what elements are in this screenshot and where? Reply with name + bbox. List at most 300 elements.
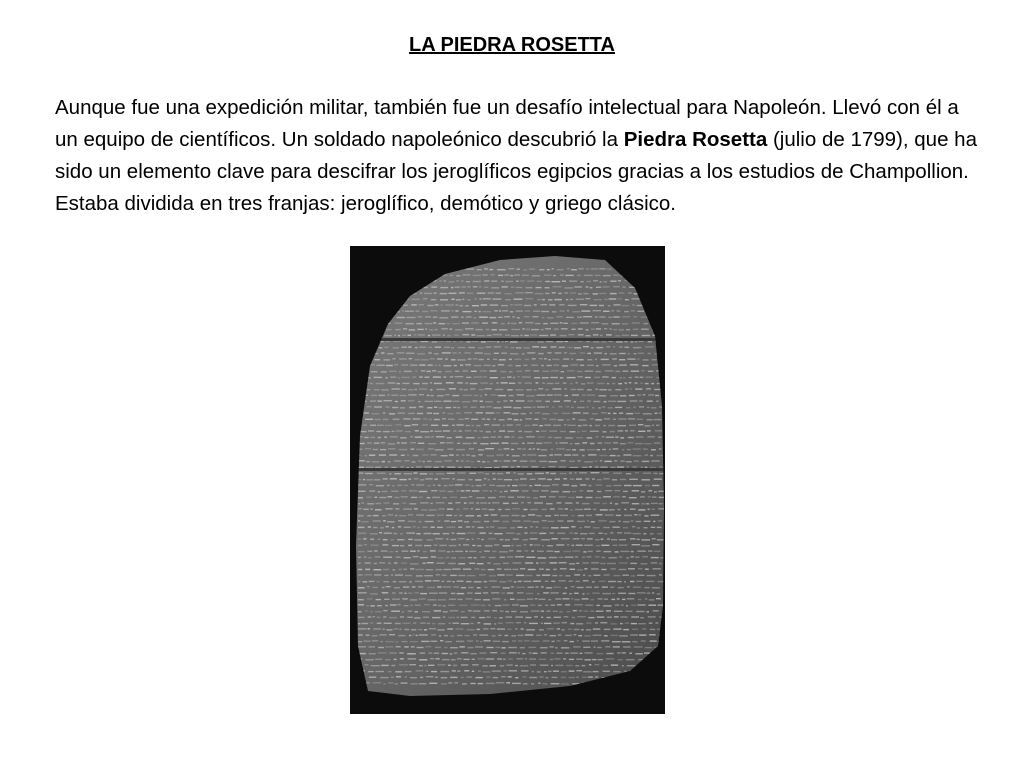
inscription-glyph — [428, 335, 430, 336]
inscription-glyph — [574, 533, 577, 534]
inscription-glyph — [569, 353, 576, 354]
inscription-glyph — [590, 443, 595, 444]
inscription-glyph — [630, 364, 638, 365]
inscription-glyph — [608, 317, 612, 318]
inscription-glyph — [375, 671, 384, 672]
inscription-glyph — [476, 640, 478, 641]
inscription-glyph — [630, 634, 638, 635]
inscription-glyph — [457, 617, 459, 618]
inscription-glyph — [550, 323, 558, 324]
inscription-glyph — [529, 677, 537, 678]
inscription-glyph — [642, 365, 648, 366]
inscription-glyph — [445, 394, 450, 395]
inscription-glyph — [564, 616, 569, 617]
inscription-glyph — [520, 647, 525, 648]
inscription-glyph — [608, 305, 611, 306]
inscription-glyph — [510, 353, 519, 354]
inscription-glyph — [645, 485, 650, 486]
inscription-glyph — [453, 586, 459, 587]
inscription-glyph — [522, 653, 525, 654]
inscription-glyph — [450, 677, 457, 678]
inscription-glyph — [587, 365, 594, 366]
inscription-glyph — [389, 652, 397, 653]
inscription-glyph — [398, 412, 405, 413]
inscription-glyph — [420, 502, 428, 503]
inscription-glyph — [601, 341, 606, 342]
inscription-glyph — [632, 629, 638, 630]
inscription-glyph — [424, 293, 432, 294]
inscription-glyph — [543, 592, 549, 593]
inscription-glyph — [592, 581, 595, 582]
inscription-glyph — [560, 515, 568, 516]
inscription-glyph — [417, 550, 419, 551]
inscription-glyph — [476, 497, 485, 498]
inscription-glyph — [410, 563, 419, 564]
inscription-glyph — [593, 635, 602, 636]
inscription-glyph — [394, 587, 400, 588]
inscription-glyph — [504, 412, 511, 413]
inscription-glyph — [596, 365, 599, 366]
inscription-glyph — [422, 611, 430, 612]
inscription-glyph — [468, 610, 472, 611]
inscription-glyph — [584, 635, 590, 636]
inscription-glyph — [560, 473, 567, 474]
inscription-glyph — [548, 599, 551, 600]
inscription-glyph — [650, 467, 656, 468]
inscription-glyph — [526, 389, 532, 390]
inscription-glyph — [365, 455, 367, 456]
inscription-glyph — [655, 622, 658, 623]
inscription-glyph — [628, 568, 635, 569]
inscription-glyph — [384, 335, 392, 336]
inscription-glyph — [475, 509, 479, 510]
inscription-glyph — [429, 509, 437, 510]
inscription-glyph — [383, 419, 389, 420]
inscription-glyph — [607, 563, 616, 564]
inscription-glyph — [450, 575, 457, 576]
inscription-glyph — [373, 569, 381, 570]
inscription-glyph — [586, 406, 589, 407]
inscription-glyph — [490, 652, 497, 653]
inscription-glyph — [580, 365, 584, 366]
inscription-glyph — [569, 677, 576, 678]
inscription-glyph — [604, 533, 607, 534]
inscription-glyph — [404, 605, 409, 606]
inscription-glyph — [514, 419, 519, 420]
inscription-glyph — [452, 352, 456, 353]
inscription-glyph — [579, 527, 582, 528]
inscription-glyph — [471, 371, 477, 372]
inscription-glyph — [644, 425, 650, 426]
inscription-glyph — [517, 533, 521, 534]
inscription-glyph — [401, 389, 406, 390]
inscription-glyph — [587, 490, 593, 491]
inscription-glyph — [545, 293, 549, 294]
inscription-glyph — [647, 593, 651, 594]
inscription-glyph — [478, 527, 484, 528]
inscription-glyph — [426, 515, 434, 516]
inscription-glyph — [447, 628, 453, 629]
inscription-glyph — [543, 683, 548, 684]
inscription-glyph — [570, 641, 575, 642]
inscription-glyph — [504, 599, 506, 600]
inscription-glyph — [457, 658, 462, 659]
inscription-glyph — [455, 329, 463, 330]
inscription-glyph — [425, 328, 427, 329]
inscription-glyph — [367, 479, 373, 480]
inscription-glyph — [525, 382, 532, 383]
inscription-glyph — [557, 533, 565, 534]
inscription-glyph — [358, 592, 367, 593]
inscription-glyph — [525, 292, 533, 293]
inscription-glyph — [591, 562, 599, 563]
inscription-glyph — [602, 436, 605, 437]
inscription-glyph — [386, 526, 389, 527]
inscription-glyph — [417, 413, 423, 414]
inscription-glyph — [612, 593, 615, 594]
inscription-glyph — [595, 497, 601, 498]
inscription-glyph — [420, 431, 429, 432]
inscription-glyph — [563, 383, 567, 384]
inscription-glyph — [444, 280, 446, 281]
inscription-glyph — [587, 593, 590, 594]
inscription-glyph — [419, 376, 423, 377]
inscription-glyph — [565, 575, 570, 576]
inscription-glyph — [557, 520, 563, 521]
inscription-glyph — [632, 322, 640, 323]
inscription-glyph — [451, 316, 458, 317]
inscription-glyph — [572, 449, 576, 450]
inscription-glyph — [612, 310, 615, 311]
inscription-glyph — [454, 365, 457, 366]
inscription-glyph — [625, 430, 628, 431]
inscription-glyph — [399, 515, 407, 516]
inscription-glyph — [473, 557, 476, 558]
inscription-glyph — [535, 473, 544, 474]
inscription-glyph — [591, 328, 595, 329]
inscription-glyph — [456, 424, 463, 425]
inscription-glyph — [526, 395, 535, 396]
inscription-glyph — [377, 623, 382, 624]
inscription-glyph — [508, 323, 510, 324]
inscription-glyph — [414, 617, 421, 618]
inscription-glyph — [633, 455, 641, 456]
inscription-glyph — [570, 569, 576, 570]
inscription-glyph — [524, 316, 530, 317]
inscription-glyph — [422, 424, 428, 425]
inscription-glyph — [534, 377, 540, 378]
inscription-glyph — [412, 299, 420, 300]
inscription-glyph — [619, 562, 628, 563]
inscription-glyph — [580, 484, 586, 485]
inscription-glyph — [451, 287, 453, 288]
inscription-glyph — [507, 592, 514, 593]
inscription-glyph — [374, 377, 383, 378]
inscription-glyph — [582, 394, 586, 395]
inscription-glyph — [654, 473, 658, 474]
inscription-glyph — [578, 635, 582, 636]
inscription-glyph — [562, 413, 570, 414]
inscription-glyph — [370, 622, 374, 623]
inscription-glyph — [514, 299, 523, 300]
inscription-glyph — [631, 341, 634, 342]
inscription-glyph — [512, 455, 520, 456]
inscription-glyph — [587, 538, 593, 539]
inscription-glyph — [451, 539, 457, 540]
inscription-glyph — [585, 605, 593, 606]
inscription-glyph — [604, 461, 611, 462]
inscription-glyph — [446, 382, 454, 383]
paragraph-text-start: Aunque fue una expedición militar, también fue un desafío intelectual para Napoleón. Llevó con él a un equipo de científicos. Un soldado napoleónico descubrió la — [55, 96, 959, 151]
inscription-glyph — [375, 467, 381, 468]
inscription-glyph — [654, 419, 662, 420]
inscription-glyph — [539, 629, 544, 630]
inscription-glyph — [421, 370, 425, 371]
inscription-glyph — [521, 335, 523, 336]
inscription-glyph — [435, 538, 443, 539]
inscription-glyph — [515, 292, 524, 293]
inscription-glyph — [473, 275, 481, 276]
inscription-glyph — [450, 610, 459, 611]
inscription-glyph — [466, 437, 475, 438]
inscription-glyph — [601, 412, 607, 413]
inscription-glyph — [367, 598, 373, 599]
inscription-glyph — [526, 497, 530, 498]
inscription-glyph — [413, 622, 416, 623]
inscription-glyph — [551, 581, 555, 582]
inscription-glyph — [602, 376, 609, 377]
inscription-glyph — [610, 328, 612, 329]
inscription-glyph — [362, 623, 369, 624]
inscription-glyph — [471, 508, 473, 509]
inscription-glyph — [549, 419, 556, 420]
inscription-glyph — [541, 611, 544, 612]
inscription-glyph — [563, 484, 570, 485]
inscription-glyph — [466, 316, 472, 317]
inscription-glyph — [431, 436, 434, 437]
inscription-glyph — [639, 514, 641, 515]
inscription-glyph — [511, 329, 520, 330]
inscription-glyph — [530, 532, 538, 533]
inscription-glyph — [537, 299, 541, 300]
inscription-glyph — [433, 580, 440, 581]
inscription-glyph — [651, 557, 659, 558]
inscription-glyph — [557, 628, 560, 629]
inscription-glyph — [358, 604, 364, 605]
inscription-glyph — [600, 460, 602, 461]
inscription-glyph — [622, 599, 626, 600]
inscription-glyph — [645, 647, 652, 648]
inscription-glyph — [416, 323, 422, 324]
inscription-glyph — [484, 353, 491, 354]
inscription-glyph — [401, 562, 407, 563]
inscription-glyph — [546, 341, 553, 342]
inscription-glyph — [538, 455, 546, 456]
inscription-glyph — [619, 353, 626, 354]
inscription-glyph — [461, 623, 470, 624]
inscription-glyph — [608, 413, 611, 414]
inscription-glyph — [547, 365, 552, 366]
inscription-glyph — [434, 292, 437, 293]
inscription-glyph — [518, 431, 522, 432]
inscription-glyph — [547, 628, 554, 629]
inscription-glyph — [445, 371, 452, 372]
inscription-glyph — [505, 293, 512, 294]
inscription-glyph — [463, 311, 472, 312]
inscription-glyph — [383, 478, 388, 479]
inscription-glyph — [523, 521, 531, 522]
inscription-glyph — [392, 395, 399, 396]
inscription-glyph — [644, 521, 651, 522]
inscription-glyph — [367, 605, 369, 606]
inscription-glyph — [545, 328, 551, 329]
slide-title: LA PIEDRA ROSETTA — [409, 34, 615, 56]
inscription-glyph — [412, 634, 414, 635]
inscription-glyph — [418, 316, 423, 317]
inscription-glyph — [384, 347, 388, 348]
inscription-glyph — [423, 551, 427, 552]
inscription-glyph — [499, 617, 503, 618]
inscription-glyph — [423, 563, 426, 564]
inscription-glyph — [592, 407, 594, 408]
inscription-glyph — [640, 377, 644, 378]
inscription-glyph — [590, 599, 594, 600]
inscription-glyph — [385, 425, 393, 426]
inscription-glyph — [529, 623, 538, 624]
inscription-glyph — [567, 377, 576, 378]
inscription-glyph — [582, 677, 587, 678]
inscription-glyph — [367, 503, 374, 504]
inscription-glyph — [450, 647, 458, 648]
inscription-glyph — [541, 652, 547, 653]
inscription-glyph — [444, 485, 448, 486]
inscription-glyph — [537, 449, 540, 450]
inscription-glyph — [514, 581, 517, 582]
inscription-glyph — [524, 622, 526, 623]
inscription-glyph — [515, 665, 518, 666]
inscription-glyph — [571, 586, 575, 587]
inscription-glyph — [606, 658, 615, 659]
inscription-glyph — [642, 461, 650, 462]
inscription-glyph — [452, 568, 460, 569]
inscription-glyph — [583, 647, 590, 648]
inscription-glyph — [493, 419, 496, 420]
inscription-glyph — [576, 437, 583, 438]
inscription-glyph — [396, 557, 401, 558]
inscription-glyph — [498, 436, 502, 437]
inscription-glyph — [610, 503, 612, 504]
inscription-glyph — [558, 419, 564, 420]
inscription-glyph — [556, 448, 565, 449]
inscription-glyph — [617, 455, 620, 456]
inscription-glyph — [563, 551, 571, 552]
inscription-glyph — [381, 550, 388, 551]
inscription-glyph — [589, 533, 595, 534]
inscription-glyph — [538, 478, 546, 479]
inscription-glyph — [603, 275, 611, 276]
inscription-glyph — [465, 305, 468, 306]
inscription-glyph — [613, 316, 619, 317]
inscription-glyph — [461, 617, 468, 618]
inscription-glyph — [504, 479, 512, 480]
inscription-glyph — [572, 454, 578, 455]
inscription-glyph — [398, 335, 400, 336]
inscription-glyph — [508, 676, 512, 677]
inscription-glyph — [508, 658, 513, 659]
inscription-glyph — [577, 317, 582, 318]
inscription-glyph — [626, 659, 635, 660]
inscription-glyph — [553, 587, 561, 588]
inscription-glyph — [456, 449, 465, 450]
inscription-glyph — [449, 545, 457, 546]
inscription-glyph — [466, 539, 469, 540]
inscription-glyph — [572, 617, 575, 618]
inscription-glyph — [502, 641, 509, 642]
inscription-glyph — [564, 352, 566, 353]
inscription-glyph — [574, 574, 580, 575]
inscription-glyph — [522, 490, 529, 491]
inscription-glyph — [566, 406, 570, 407]
inscription-glyph — [542, 545, 544, 546]
inscription-glyph — [584, 526, 590, 527]
inscription-glyph — [501, 305, 508, 306]
inscription-glyph — [431, 641, 438, 642]
inscription-glyph — [482, 274, 487, 275]
inscription-glyph — [652, 587, 660, 588]
inscription-glyph — [553, 275, 556, 276]
inscription-glyph — [425, 580, 431, 581]
inscription-glyph — [617, 310, 621, 311]
inscription-glyph — [376, 383, 385, 384]
inscription-glyph — [399, 592, 403, 593]
inscription-glyph — [448, 563, 455, 564]
inscription-glyph — [464, 389, 468, 390]
inscription-glyph — [523, 407, 531, 408]
inscription-glyph — [635, 472, 639, 473]
inscription-glyph — [459, 515, 462, 516]
inscription-glyph — [489, 533, 493, 534]
inscription-glyph — [554, 437, 561, 438]
inscription-glyph — [516, 622, 521, 623]
inscription-glyph — [558, 634, 562, 635]
inscription-glyph — [511, 449, 514, 450]
inscription-glyph — [497, 574, 504, 575]
inscription-glyph — [452, 670, 456, 671]
inscription-glyph — [530, 526, 533, 527]
inscription-glyph — [414, 539, 422, 540]
inscription-glyph — [365, 473, 373, 474]
inscription-glyph — [575, 509, 583, 510]
inscription-glyph — [415, 581, 423, 582]
inscription-glyph — [553, 413, 558, 414]
inscription-glyph — [467, 592, 473, 593]
inscription-glyph — [641, 640, 646, 641]
inscription-glyph — [524, 581, 532, 582]
inscription-glyph — [440, 442, 445, 443]
inscription-glyph — [510, 311, 513, 312]
inscription-glyph — [401, 400, 406, 401]
inscription-glyph — [612, 383, 615, 384]
inscription-glyph — [447, 527, 456, 528]
inscription-glyph — [573, 412, 581, 413]
inscription-glyph — [657, 539, 664, 540]
inscription-glyph — [563, 598, 570, 599]
inscription-glyph — [443, 376, 446, 377]
inscription-glyph — [637, 419, 643, 420]
inscription-glyph — [377, 400, 382, 401]
inscription-glyph — [387, 521, 395, 522]
inscription-glyph — [543, 640, 550, 641]
